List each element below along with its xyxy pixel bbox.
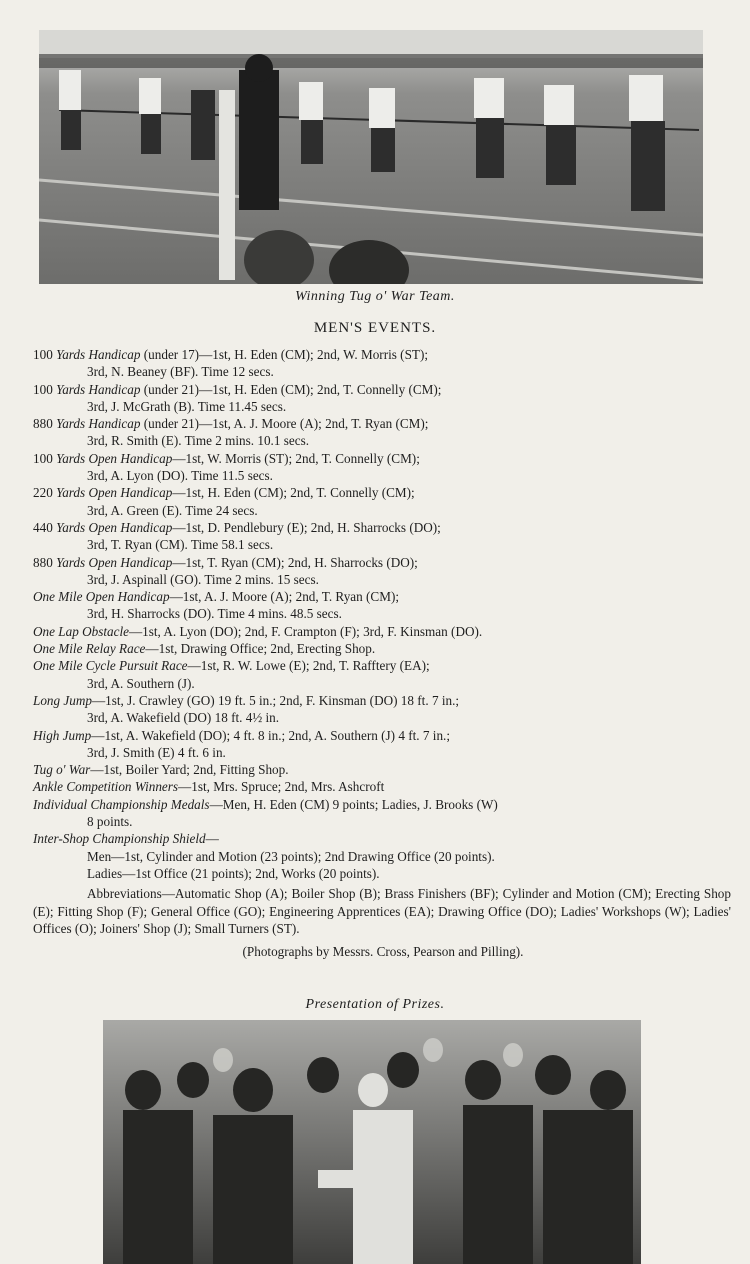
event-result-line: [33, 346, 733, 363]
event-placings: —1st, J. Crawley (GO) 19 ft. 5 in.; 2nd, F. Kinsman (DO) 18 ft. 7 in.;: [91, 692, 460, 708]
event-result-line: [33, 519, 733, 536]
event-placings-continued: 3rd, J. Aspinall (GO). Time 2 mins. 15 secs.: [87, 571, 319, 587]
event-placings-continued: 3rd, A. Wakefield (DO) 18 ft. 4½ in.: [87, 710, 280, 726]
event-name: Individual Championship Medals: [33, 796, 210, 812]
event-result: [33, 381, 733, 416]
event-placings-continued: 3rd, H. Sharrocks (DO). Time 4 mins. 48.5 secs.: [87, 606, 342, 622]
event-placings-continued: 3rd, J. McGrath (B). Time 11.45 secs.: [87, 398, 287, 414]
event-result: [33, 692, 733, 727]
event-name: One Mile Open Handicap: [33, 589, 170, 605]
event-placings: —1st, A. J. Moore (A); 2nd, T. Ryan (CM);: [169, 589, 399, 605]
event-placings: —1st, A. Wakefield (DO); 4 ft. 8 in.; 2nd, A. Southern (J) 4 ft. 7 in.;: [91, 727, 451, 743]
event-distance: 440: [33, 519, 53, 535]
event-result: [33, 727, 733, 762]
event-placings-continued: 3rd, J. Smith (E) 4 ft. 6 in.: [87, 744, 226, 760]
event-name: Yards Open Handicap: [56, 485, 173, 501]
bottom-photo-caption: Presentation of Prizes.: [305, 997, 445, 1012]
event-result: [33, 484, 733, 519]
abbreviations: Abbreviations—Automatic Shop (A); Boiler Shop (B); Brass Finishers (BF); Cylinder and Motion (CM); Erecting Shop (E); Fitting Shop (F); General Office (GO); Engineering Apprentices (EA); Drawing Office (DO); Ladies' Workshops (W); Ladies' Offices (O); Joiners' Shop (J); Small Turners (ST).: [33, 886, 731, 936]
event-result-line: [33, 778, 733, 795]
event-placings-continued: 3rd, A. Green (E). Time 24 secs.: [87, 502, 258, 518]
event-placings: —1st, R. W. Lowe (E); 2nd, T. Rafftery (EA);: [187, 658, 430, 674]
prize-presentation-photo-art: [103, 1020, 641, 1264]
event-distance: 100: [33, 347, 53, 362]
event-name: Yards Handicap: [56, 347, 141, 362]
event-placings: —1st, Boiler Yard; 2nd, Fitting Shop.: [90, 762, 289, 778]
event-name: Yards Open Handicap: [56, 554, 173, 570]
event-result-line: [33, 554, 733, 571]
results-list: [33, 346, 733, 960]
event-result: [33, 346, 733, 381]
shield-ladies: Ladies—1st Office (21 points); 2nd, Works (20 points).: [87, 865, 380, 881]
event-name: Yards Open Handicap: [56, 450, 173, 466]
event-result: [33, 415, 733, 450]
event-placings: (under 21)—1st, H. Eden (CM); 2nd, T. Connelly (CM);: [140, 381, 442, 397]
event-result: [33, 588, 733, 623]
photo-credit: (Photographs by Messrs. Cross, Pearson and Pilling).: [242, 944, 524, 960]
event-result-line: [33, 640, 733, 657]
event-name: Yards Handicap: [56, 381, 141, 397]
event-name: One Mile Relay Race: [33, 641, 146, 657]
tug-of-war-photo: [39, 30, 703, 284]
shield-men: Men—1st, Cylinder and Motion (23 points); 2nd Drawing Office (20 points).: [87, 848, 495, 864]
event-placings-continued: 3rd, A. Southern (J).: [87, 675, 195, 691]
event-result-line: [33, 588, 733, 605]
event-placings: —1st, W. Morris (ST); 2nd, T. Connelly (CM);: [172, 450, 420, 466]
event-placings-continued: 8 points.: [87, 814, 133, 830]
event-result-line: [33, 692, 733, 709]
event-result: [33, 796, 733, 831]
event-name: Yards Handicap: [56, 416, 141, 432]
event-result: [33, 761, 733, 778]
event-result: [33, 623, 733, 640]
event-result-line: [33, 484, 733, 501]
event-placings-continued: 3rd, T. Ryan (CM). Time 58.1 secs.: [87, 537, 274, 553]
event-result-line: [33, 761, 733, 778]
event-name: High Jump: [33, 727, 92, 743]
event-distance: 100: [33, 450, 53, 466]
event-placings-continued: 3rd, N. Beaney (BF). Time 12 secs.: [87, 364, 274, 380]
event-result: [33, 450, 733, 485]
event-results: [33, 346, 733, 830]
section-heading: MEN'S EVENTS.: [313, 320, 437, 336]
event-placings: (under 21)—1st, A. J. Moore (A); 2nd, T. Ryan (CM);: [140, 416, 429, 432]
event-name: Tug o' War: [33, 762, 91, 778]
event-name: Ankle Competition Winners: [33, 779, 179, 795]
event-result-line: [33, 727, 733, 744]
event-result-line: [33, 623, 733, 640]
event-result-line: [33, 415, 733, 432]
event-distance: 880: [33, 416, 53, 432]
event-result: [33, 640, 733, 657]
event-distance: 880: [33, 554, 53, 570]
event-placings: —1st, T. Ryan (CM); 2nd, H. Sharrocks (DO);: [172, 554, 418, 570]
event-placings: —1st, Mrs. Spruce; 2nd, Mrs. Ashcroft: [178, 779, 385, 795]
event-placings: —1st, A. Lyon (DO); 2nd, F. Crampton (F); 3rd, F. Kinsman (DO).: [128, 623, 483, 639]
event-result: [33, 554, 733, 589]
top-photo-caption: Winning Tug o' War Team.: [295, 289, 455, 304]
event-result-line: [33, 450, 733, 467]
shield-results: [33, 830, 733, 882]
event-placings: —1st, Drawing Office; 2nd, Erecting Shop.: [145, 641, 376, 657]
event-placings-continued: 3rd, R. Smith (E). Time 2 mins. 10.1 secs.: [87, 433, 310, 449]
event-result: [33, 657, 733, 692]
shield-title: Inter-Shop Championship Shield: [33, 831, 206, 847]
event-placings: —1st, D. Pendlebury (E); 2nd, H. Sharrocks (DO);: [172, 519, 441, 535]
event-distance: 100: [33, 381, 53, 397]
event-result: [33, 519, 733, 554]
event-name: Long Jump: [33, 692, 92, 708]
event-result-line: [33, 796, 733, 813]
event-name: One Lap Obstacle: [33, 623, 129, 639]
tug-of-war-photo-art: [39, 30, 703, 284]
event-placings: (under 17)—1st, H. Eden (CM); 2nd, W. Morris (ST);: [140, 347, 429, 362]
event-distance: 220: [33, 485, 53, 501]
event-name: One Mile Cycle Pursuit Race: [33, 658, 188, 674]
event-placings-continued: 3rd, A. Lyon (DO). Time 11.5 secs.: [87, 468, 273, 484]
prize-presentation-photo: [103, 1020, 641, 1264]
event-result: [33, 778, 733, 795]
event-placings: —1st, H. Eden (CM); 2nd, T. Connelly (CM);: [172, 485, 415, 501]
event-name: Yards Open Handicap: [56, 519, 173, 535]
event-result-line: [33, 657, 733, 674]
shield-dash: —: [205, 831, 219, 847]
event-placings: —Men, H. Eden (CM) 9 points; Ladies, J. Brooks (W): [209, 796, 498, 812]
event-result-line: [33, 381, 733, 398]
